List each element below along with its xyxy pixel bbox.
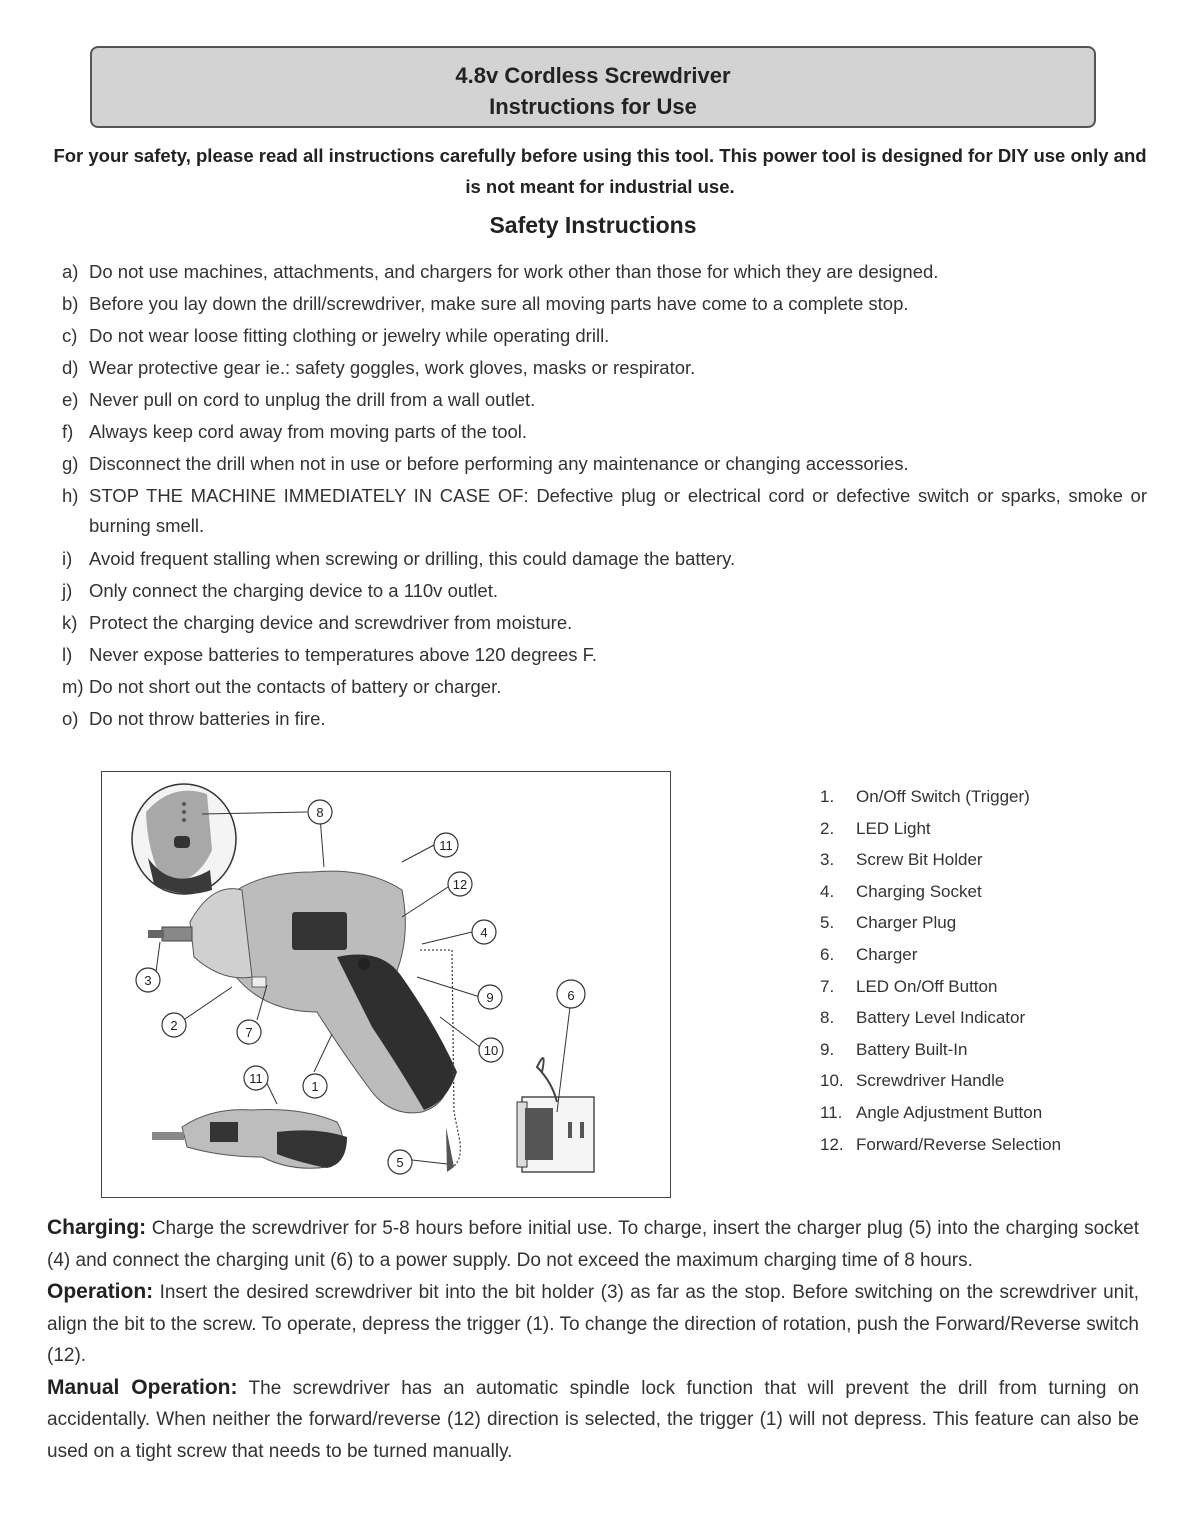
part-item bbox=[820, 1004, 1061, 1036]
callout-label: 10 bbox=[483, 1043, 499, 1058]
safety-text: STOP THE MACHINE IMMEDIATELY IN CASE OF: Defective plug or electrical cord or defective switch or sparks, smoke or burning smell. bbox=[89, 485, 1147, 536]
part-label: On/Off Switch (Trigger) bbox=[856, 787, 1030, 806]
safety-marker: b) bbox=[62, 293, 79, 314]
part-label: Charger bbox=[856, 944, 918, 964]
part-label: LED On/Off Button bbox=[856, 976, 998, 996]
callout-9 bbox=[478, 985, 502, 1009]
part-item bbox=[820, 846, 1061, 878]
callout-11 bbox=[434, 833, 458, 857]
operation-text: Insert the desired screwdriver bit into the bit holder (3) as far as the stop. Before switching on the screwdriver unit, align the bit to the screw. To operate, depress the trigger (1). To change the direction of rotation, push the Forward/Reverse switch (12). bbox=[47, 1282, 1139, 1366]
part-label: Charging Socket bbox=[856, 881, 982, 901]
callout-6 bbox=[557, 980, 585, 1008]
safety-item bbox=[62, 481, 1147, 544]
part-label: Forward/Reverse Selection bbox=[856, 1134, 1062, 1154]
wall-charger bbox=[517, 1058, 594, 1172]
part-label: LED Light bbox=[856, 818, 931, 838]
safety-marker: g) bbox=[62, 453, 79, 474]
part-item bbox=[820, 815, 1061, 847]
charging-text: Charge the screwdriver for 5-8 hours before initial use. To charge, insert the charger plug (5) into the charging socket (4) and connect the charging unit (6) to a power supply. Do not exceed the maximum charging time of 8 hours. bbox=[47, 1218, 1139, 1271]
safety-text: Wear protective gear ie.: safety goggles, work gloves, masks or respirator. bbox=[89, 357, 696, 378]
safety-marker: h) bbox=[62, 485, 79, 506]
part-label: Charger Plug bbox=[856, 913, 957, 933]
manual-operation-text: The screwdriver has an automatic spindle lock function that will prevent the drill from turning on accidentally. When neither the forward/reverse (12) direction is selected, the trigger (1) will not depress. This feature can also be used on a tight screw that needs to be turned manually. bbox=[47, 1377, 1139, 1462]
safety-item bbox=[62, 417, 1147, 449]
safety-text: Do not short out the contacts of battery or charger. bbox=[89, 676, 502, 697]
safety-marker: o) bbox=[62, 708, 79, 729]
safety-marker: d) bbox=[62, 357, 79, 378]
part-item bbox=[820, 941, 1061, 973]
safety-marker: l) bbox=[62, 644, 73, 665]
part-number: 7. bbox=[820, 976, 835, 996]
safety-marker: c) bbox=[62, 325, 78, 346]
callout-label: 3 bbox=[144, 973, 152, 988]
manual-operation-label: Manual Operation: bbox=[47, 1375, 238, 1399]
callout-5 bbox=[388, 1150, 412, 1174]
safety-marker: m) bbox=[62, 676, 84, 697]
callout-2 bbox=[162, 1013, 186, 1037]
callout-12 bbox=[448, 872, 472, 896]
manual-operation-paragraph bbox=[47, 1372, 1139, 1468]
safety-text: Disconnect the drill when not in use or before performing any maintenance or changing accessories. bbox=[89, 453, 909, 474]
safety-text: Always keep cord away from moving parts of the tool. bbox=[89, 421, 528, 442]
callout-label: 4 bbox=[480, 925, 488, 940]
callout-3 bbox=[136, 968, 160, 992]
safety-text: Before you lay down the drill/screwdriver, make sure all moving parts have come to a complete stop. bbox=[89, 293, 909, 314]
callout-8 bbox=[308, 800, 332, 824]
charging-label: Charging: bbox=[47, 1216, 147, 1239]
document-subtitle: Instructions for Use bbox=[489, 94, 697, 119]
part-number: 9. bbox=[820, 1039, 835, 1059]
safety-marker: f) bbox=[62, 421, 74, 442]
callout-label: 1 bbox=[311, 1079, 319, 1094]
safety-text: Avoid frequent stalling when screwing or drilling, this could damage the battery. bbox=[89, 548, 736, 569]
safety-item bbox=[62, 257, 1147, 289]
screwdriver-illustration bbox=[102, 772, 669, 1196]
safety-item bbox=[62, 672, 1147, 704]
callout-label: 6 bbox=[567, 988, 575, 1003]
safety-item bbox=[62, 608, 1147, 640]
safety-text: Never expose batteries to temperatures above 120 degrees F. bbox=[89, 644, 598, 665]
safety-item bbox=[62, 449, 1147, 481]
part-number: 2. bbox=[820, 818, 835, 838]
part-item bbox=[820, 783, 1061, 815]
callout-11-side bbox=[244, 1066, 268, 1090]
safety-text: Only connect the charging device to a 110v outlet. bbox=[89, 580, 498, 601]
parts-list bbox=[820, 783, 1061, 1162]
part-number: 3. bbox=[820, 850, 835, 870]
part-item bbox=[820, 909, 1061, 941]
callout-label: 5 bbox=[396, 1155, 404, 1170]
document-title: 4.8v Cordless Screwdriver bbox=[455, 63, 731, 88]
safety-item bbox=[62, 385, 1147, 417]
part-item bbox=[820, 1099, 1061, 1131]
safety-list bbox=[62, 257, 1147, 736]
safety-text: Do not wear loose fitting clothing or jewelry while operating drill. bbox=[89, 325, 610, 346]
safety-text: Protect the charging device and screwdriver from moisture. bbox=[89, 612, 573, 633]
part-label: Battery Built-In bbox=[856, 1039, 968, 1059]
screwdriver-side-view bbox=[152, 1110, 347, 1169]
operation-paragraph bbox=[47, 1276, 1139, 1372]
title-box bbox=[90, 46, 1096, 128]
operation-label: Operation: bbox=[47, 1280, 154, 1303]
safety-intro: For your safety, please read all instructions carefully before using this tool. This power tool is designed for DIY use only and is not meant for industrial use. bbox=[53, 145, 1147, 197]
callout-label: 7 bbox=[245, 1025, 253, 1040]
safety-marker: a) bbox=[62, 261, 79, 282]
part-number: 1. bbox=[820, 787, 835, 806]
part-number: 4. bbox=[820, 881, 835, 901]
callout-10 bbox=[479, 1038, 503, 1062]
callout-1 bbox=[303, 1074, 327, 1098]
safety-text: Do not use machines, attachments, and chargers for work other than those for which they are designed. bbox=[89, 261, 939, 282]
safety-item bbox=[62, 576, 1147, 608]
part-number: 8. bbox=[820, 1008, 835, 1028]
part-item bbox=[820, 878, 1061, 910]
charging-paragraph bbox=[47, 1212, 1139, 1276]
callout-label: 11 bbox=[439, 838, 453, 853]
safety-item bbox=[62, 544, 1147, 576]
safety-marker: i) bbox=[62, 548, 73, 569]
part-item bbox=[820, 1067, 1061, 1099]
callout-label: 8 bbox=[316, 805, 324, 820]
part-item bbox=[820, 1036, 1061, 1068]
instructions-body bbox=[47, 1212, 1139, 1467]
safety-item bbox=[62, 704, 1147, 736]
part-item bbox=[820, 1131, 1061, 1163]
safety-item bbox=[62, 353, 1147, 385]
safety-text: Never pull on cord to unplug the drill from a wall outlet. bbox=[89, 389, 536, 410]
part-label: Angle Adjustment Button bbox=[856, 1102, 1043, 1122]
callout-label: 9 bbox=[486, 990, 494, 1005]
safety-marker: e) bbox=[62, 389, 79, 410]
part-number: 11. bbox=[820, 1102, 843, 1122]
battery-indicator-inset bbox=[132, 784, 236, 894]
callout-4 bbox=[472, 920, 496, 944]
safety-marker: k) bbox=[62, 612, 78, 633]
safety-item bbox=[62, 321, 1147, 353]
product-diagram bbox=[101, 771, 671, 1198]
callout-label: 2 bbox=[170, 1018, 178, 1033]
safety-item bbox=[62, 640, 1147, 672]
part-number: 5. bbox=[820, 913, 835, 933]
part-label: Screwdriver Handle bbox=[856, 1071, 1005, 1091]
safety-item bbox=[62, 289, 1147, 321]
safety-text: Do not throw batteries in fire. bbox=[89, 708, 326, 729]
part-number: 6. bbox=[820, 944, 835, 964]
part-label: Screw Bit Holder bbox=[856, 850, 983, 870]
callout-label: 11 bbox=[249, 1071, 263, 1086]
part-label: Battery Level Indicator bbox=[856, 1008, 1026, 1028]
safety-heading: Safety Instructions bbox=[489, 212, 697, 238]
screwdriver-main bbox=[148, 871, 457, 1113]
safety-marker: j) bbox=[62, 580, 73, 601]
charger-plug-shape bbox=[446, 1127, 454, 1172]
part-number: 10. bbox=[820, 1071, 844, 1091]
part-item bbox=[820, 973, 1061, 1005]
callout-label: 12 bbox=[452, 877, 468, 892]
callout-7 bbox=[237, 1020, 261, 1044]
part-number: 12. bbox=[820, 1134, 844, 1154]
